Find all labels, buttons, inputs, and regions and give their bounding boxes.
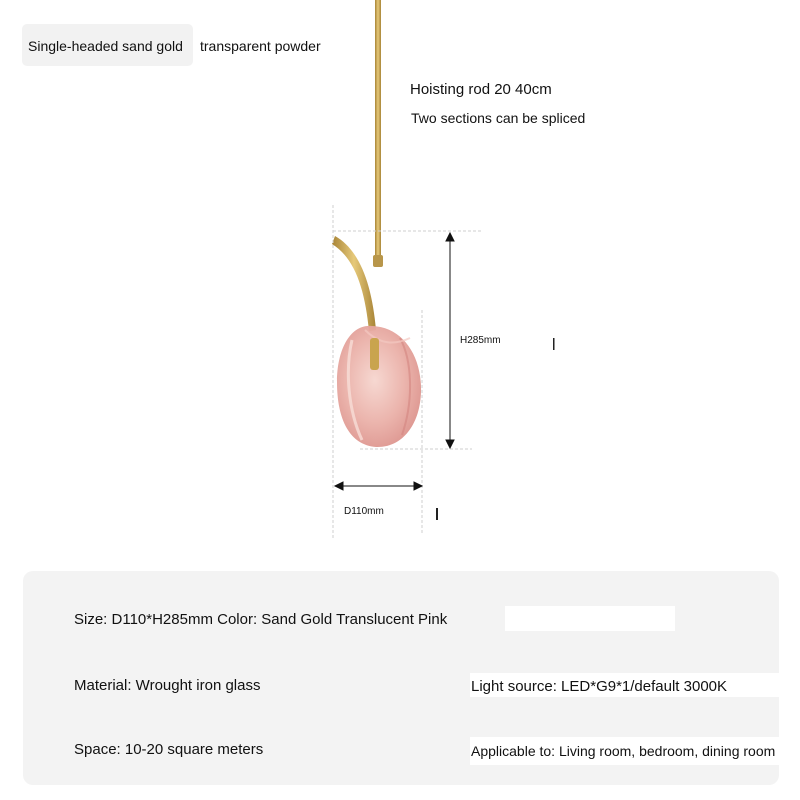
shade-label: transparent powder — [200, 38, 321, 54]
mark-right-lower — [436, 508, 438, 520]
spec-applicable: Applicable to: Living room, bedroom, dining room — [471, 743, 776, 759]
shade-clip — [370, 338, 379, 370]
height-dimension-arrow — [446, 233, 454, 448]
spec-light-source: Light source: LED*G9*1/default 3000K — [471, 678, 728, 695]
diameter-dimension-arrow — [335, 482, 422, 490]
mark-right-upper — [553, 338, 555, 350]
rod-splice-note: Two sections can be spliced — [411, 110, 586, 126]
spec-material: Material: Wrought iron glass — [74, 677, 261, 694]
height-dimension-label: H285mm — [460, 335, 501, 346]
spec-size-color: Size: D110*H285mm Color: Sand Gold Translucent Pink — [74, 611, 448, 628]
hoisting-rod — [375, 0, 381, 262]
white-patch — [505, 606, 675, 631]
rod-joint — [373, 255, 383, 267]
curved-stem — [332, 236, 376, 331]
diameter-dimension-label: D110mm — [344, 506, 384, 517]
finish-label: Single-headed sand gold — [28, 38, 183, 54]
hoisting-rod-label: Hoisting rod 20 40cm — [410, 81, 552, 98]
spec-space: Space: 10-20 square meters — [74, 741, 264, 758]
tulip-shade — [337, 326, 421, 447]
